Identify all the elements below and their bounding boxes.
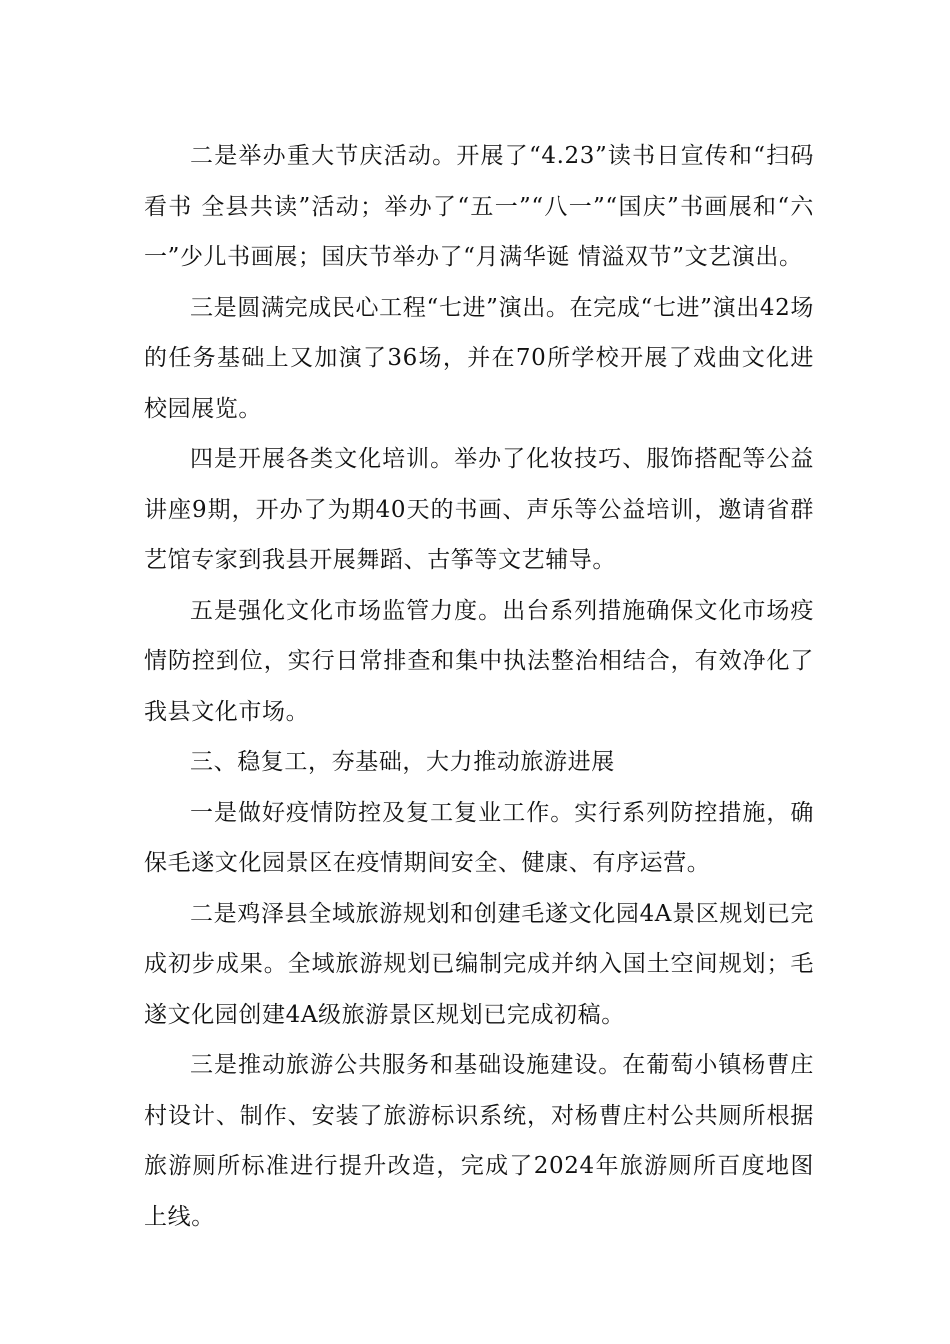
paragraph-cultural-training: 四是开展各类文化培训。举办了化妆技巧、服饰搭配等公益讲座9期，开办了为期40天的书画、声乐等公益培训，邀请省群艺馆专家到我县开展舞蹈、古筝等文艺辅导。 xyxy=(144,446,814,573)
paragraph-tourism-planning: 二是鸡泽县全域旅游规划和创建毛遂文化园4A景区规划已完成初步成果。全域旅游规划已编制完成并纳入国土空间规划；毛遂文化园创建4A级旅游景区规划已完成初稿。 xyxy=(144,900,814,1028)
paragraph-epidemic-control: 一是做好疫情防控及复工复业工作。实行系列防控措施，确保毛遂文化园景区在疫情期间安全、健康、有序运营。 xyxy=(144,799,814,876)
paragraph-seven-performances: 三是圆满完成民心工程“七进”演出。在完成“七进”演出42场的任务基础上又加演了36场，并在70所学校开展了戏曲文化进校园展览。 xyxy=(144,294,814,422)
paragraph-public-services: 三是推动旅游公共服务和基础设施建设。在葡萄小镇杨曹庄村设计、制作、安装了旅游标识系统，对杨曹庄村公共厕所根据旅游厕所标准进行提升改造，完成了2024年旅游厕所百度地图上线。 xyxy=(144,1052,814,1230)
paragraph-market-supervision: 五是强化文化市场监管力度。出台系列措施确保文化市场疫情防控到位，实行日常排查和集中执法整治相结合，有效净化了我县文化市场。 xyxy=(144,597,814,725)
section-heading-tourism: 三、稳复工，夯基础，大力推动旅游进展 xyxy=(190,749,615,775)
paragraph-festival-activities: 二是举办重大节庆活动。开展了“4.23”读书日宣传和“扫码看书 全县共读”活动；举办了“五一”“八一”“国庆”书画展和“六一”少儿书画展；国庆节举办了“月满华诞 情溢双节”文艺演出。 xyxy=(144,143,814,270)
